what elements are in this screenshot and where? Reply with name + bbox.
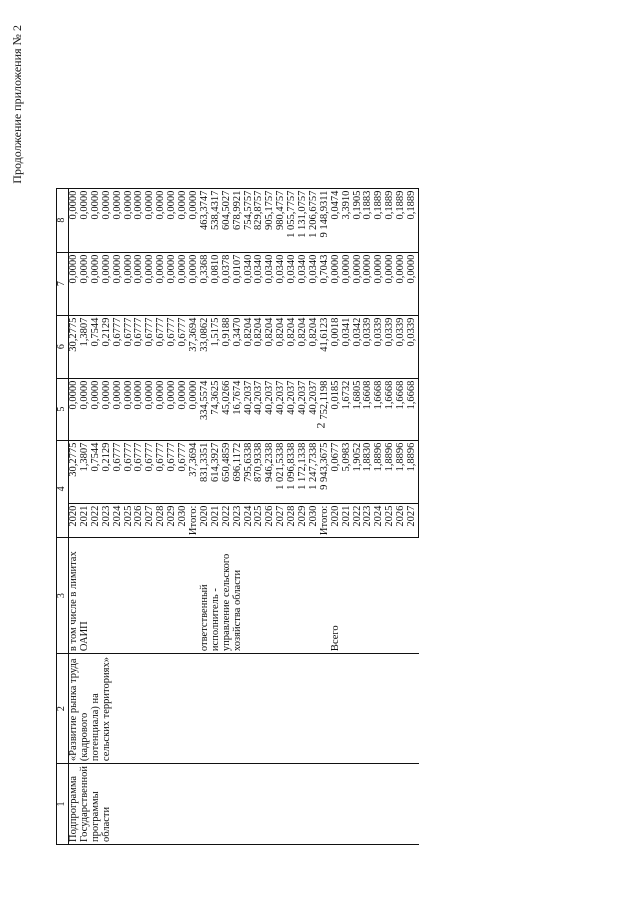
year-cell: 2026 <box>396 503 407 538</box>
year-cell: Итого: <box>320 503 331 538</box>
header-cell-7: 7 <box>57 252 69 315</box>
value-cell: 1 172,1338 <box>298 440 309 503</box>
header-cell-4: 4 <box>57 440 69 538</box>
value-cell: 0,0677 <box>331 440 342 503</box>
value-cell: 0,0339 <box>374 315 385 378</box>
value-cell: 0,0000 <box>407 252 418 315</box>
value-cell: 1,8896 <box>385 440 396 503</box>
value-cell: 0,0000 <box>80 378 91 440</box>
value-cell: 40,2037 <box>244 378 255 440</box>
value-cell: 0,0339 <box>396 315 407 378</box>
value-cell: 0,6777 <box>167 440 178 503</box>
value-cell: 1,6608 <box>363 378 374 440</box>
value-cell: 0,6777 <box>145 440 156 503</box>
year-cell: 2025 <box>124 503 135 538</box>
year-cell: 2023 <box>233 503 244 538</box>
value-cell: 0,0000 <box>189 188 200 252</box>
value-cell: 0,0000 <box>134 188 145 252</box>
value-cell: 0,0340 <box>265 252 276 315</box>
year-cell: 2022 <box>91 503 102 538</box>
value-cell: 0,0340 <box>298 252 309 315</box>
value-cell: 0,0000 <box>145 188 156 252</box>
value-cell: 0,8204 <box>244 315 255 378</box>
value-cell: 1,9052 <box>353 440 364 503</box>
value-cell: 0,0000 <box>342 252 353 315</box>
year-cell: 2029 <box>167 503 178 538</box>
value-cell: 1,8896 <box>396 440 407 503</box>
header-cell-8: 8 <box>57 188 69 252</box>
value-cell: 0,6777 <box>134 315 145 378</box>
header-cell-3: 3 <box>57 538 69 654</box>
value-cell: 0,1883 <box>363 188 374 252</box>
value-cell: 0,0000 <box>331 252 342 315</box>
value-cell: 0,0000 <box>91 252 102 315</box>
value-cell: 829,8757 <box>254 188 265 252</box>
value-cell: 40,2037 <box>287 378 298 440</box>
value-cell: 1 206,6757 <box>309 188 320 252</box>
value-cell: 0,8204 <box>276 315 287 378</box>
value-cell: 0,8204 <box>309 315 320 378</box>
value-cell: 0,0000 <box>167 252 178 315</box>
value-cell: 1,8896 <box>407 440 418 503</box>
value-cell: 334,5574 <box>200 378 211 440</box>
value-cell: 0,0340 <box>309 252 320 315</box>
header-cell-2: 2 <box>57 654 69 764</box>
value-cell: 0,0000 <box>124 188 135 252</box>
value-cell: 0,0000 <box>145 252 156 315</box>
value-cell: 0,0000 <box>396 252 407 315</box>
value-cell: 0,7544 <box>91 440 102 503</box>
value-cell: 696,1172 <box>233 440 244 503</box>
value-cell: 538,4317 <box>211 188 222 252</box>
value-cell: 905,1757 <box>265 188 276 252</box>
year-cell: 2030 <box>309 503 320 538</box>
value-cell: 16,7674 <box>233 378 244 440</box>
value-cell: 0,0340 <box>244 252 255 315</box>
value-cell: 0,0000 <box>102 378 113 440</box>
year-cell: 2028 <box>156 503 167 538</box>
value-cell: 0,0474 <box>331 188 342 252</box>
value-cell: 0,0342 <box>353 315 364 378</box>
value-cell: 1,5175 <box>211 315 222 378</box>
value-cell: 30,2775 <box>69 315 80 378</box>
value-cell: 946,2338 <box>265 440 276 503</box>
value-cell: 0,8204 <box>298 315 309 378</box>
value-cell: 604,5027 <box>222 188 233 252</box>
value-cell: 0,0000 <box>69 252 80 315</box>
value-cell: 0,0000 <box>189 378 200 440</box>
value-cell: 0,0000 <box>145 378 156 440</box>
value-cell: 0,3368 <box>200 252 211 315</box>
value-cell: 0,0378 <box>222 252 233 315</box>
year-cell: 2023 <box>102 503 113 538</box>
value-cell: 0,0339 <box>363 315 374 378</box>
value-cell: 0,7043 <box>320 252 331 315</box>
page-number: 2 <box>313 422 328 429</box>
value-cell: 1 055,7757 <box>287 188 298 252</box>
year-cell: 2024 <box>113 503 124 538</box>
value-cell: 37,3694 <box>189 315 200 378</box>
value-cell: 754,5757 <box>244 188 255 252</box>
value-cell: 0,0000 <box>156 252 167 315</box>
value-cell: 1,6668 <box>407 378 418 440</box>
year-cell: 2030 <box>178 503 189 538</box>
value-cell: 0,0000 <box>353 252 364 315</box>
value-cell: 1,6805 <box>353 378 364 440</box>
value-cell: 0,0340 <box>254 252 265 315</box>
value-cell: 5,0983 <box>342 440 353 503</box>
value-cell: 0,0000 <box>113 378 124 440</box>
value-cell: 650,4859 <box>222 440 233 503</box>
value-cell: 40,2037 <box>276 378 287 440</box>
value-cell: 1,8896 <box>374 440 385 503</box>
value-cell: 40,2037 <box>309 378 320 440</box>
year-cell: 2023 <box>363 503 374 538</box>
value-cell: 37,3694 <box>189 440 200 503</box>
value-cell: 0,0000 <box>156 188 167 252</box>
year-cell: 2026 <box>134 503 145 538</box>
value-cell: 0,0000 <box>124 378 135 440</box>
value-cell: 1,3807 <box>80 440 91 503</box>
value-cell: 0,6777 <box>145 315 156 378</box>
value-cell: 0,7544 <box>91 315 102 378</box>
value-cell: 0,0000 <box>178 252 189 315</box>
value-cell: 1,6668 <box>374 378 385 440</box>
value-cell: 0,6777 <box>124 315 135 378</box>
table-body <box>57 188 419 844</box>
value-cell: 0,0340 <box>287 252 298 315</box>
value-cell: 0,0000 <box>374 252 385 315</box>
value-cell: 74,3625 <box>211 378 222 440</box>
value-cell: 40,2037 <box>298 378 309 440</box>
value-cell: 9 148,9311 <box>320 188 331 252</box>
header-cell-6: 6 <box>57 315 69 378</box>
value-cell: 0,0018 <box>331 315 342 378</box>
value-cell: 1,6732 <box>342 378 353 440</box>
value-cell: 980,4757 <box>276 188 287 252</box>
value-cell: 0,0107 <box>233 252 244 315</box>
value-cell: 0,0185 <box>331 378 342 440</box>
value-cell: 1 021,5338 <box>276 440 287 503</box>
value-cell: 0,6777 <box>178 440 189 503</box>
year-cell: 2021 <box>342 503 353 538</box>
year-cell: 2024 <box>244 503 255 538</box>
year-cell: 2027 <box>145 503 156 538</box>
value-cell: 0,0000 <box>102 252 113 315</box>
value-cell: 870,9338 <box>254 440 265 503</box>
value-cell: 0,9188 <box>222 315 233 378</box>
value-cell: 0,0000 <box>189 252 200 315</box>
value-cell: 0,0000 <box>102 188 113 252</box>
value-cell: 1,6668 <box>385 378 396 440</box>
source-cell: Всего <box>331 538 419 654</box>
header-row <box>57 188 69 844</box>
year-cell: Итого: <box>189 503 200 538</box>
value-cell: 45,0266 <box>222 378 233 440</box>
source-cell: ответственный исполнитель - управление сельского хозяйства области <box>200 538 331 654</box>
value-cell: 1 096,8338 <box>287 440 298 503</box>
year-cell: 2024 <box>374 503 385 538</box>
value-cell: 1,6668 <box>396 378 407 440</box>
value-cell: 0,6777 <box>124 440 135 503</box>
value-cell: 0,2129 <box>102 315 113 378</box>
value-cell: 0,0340 <box>276 252 287 315</box>
value-cell: 0,0000 <box>363 252 374 315</box>
value-cell: 0,1889 <box>374 188 385 252</box>
value-cell: 0,6777 <box>167 315 178 378</box>
year-cell: 2020 <box>200 503 211 538</box>
value-cell: 0,3470 <box>233 315 244 378</box>
source-cell: в том числе в лимитах ОАИП <box>69 538 200 654</box>
value-cell: 0,1889 <box>385 188 396 252</box>
value-cell: 0,6777 <box>178 315 189 378</box>
value-cell: 0,0339 <box>407 315 418 378</box>
year-cell: 2022 <box>222 503 233 538</box>
value-cell: 0,0339 <box>385 315 396 378</box>
subprogram-cell: «Развитие рынка труда (кадрового потенциала) на сельских территориях» <box>69 654 419 764</box>
value-cell: 0,0000 <box>80 252 91 315</box>
value-cell: 678,9921 <box>233 188 244 252</box>
value-cell: 33,0862 <box>200 315 211 378</box>
value-cell: 0,8204 <box>287 315 298 378</box>
value-cell: 0,0000 <box>178 378 189 440</box>
year-cell: 2027 <box>407 503 418 538</box>
program-cell: Подпрограмма Государственной программы области <box>69 764 419 845</box>
year-cell: 2028 <box>287 503 298 538</box>
value-cell: 0,0000 <box>124 252 135 315</box>
header-cell-1: 1 <box>57 764 69 845</box>
value-cell: 3,3910 <box>342 188 353 252</box>
value-cell: 0,0000 <box>156 378 167 440</box>
value-cell: 0,0000 <box>91 378 102 440</box>
year-cell: 2027 <box>276 503 287 538</box>
value-cell: 752,1198 <box>320 378 331 440</box>
year-cell: 2025 <box>254 503 265 538</box>
value-cell: 1 247,7338 <box>309 440 320 503</box>
value-cell: 795,6338 <box>244 440 255 503</box>
value-cell: 1,8830 <box>363 440 374 503</box>
year-cell: 2029 <box>298 503 309 538</box>
value-cell: 0,0000 <box>113 188 124 252</box>
value-cell: 0,0000 <box>385 252 396 315</box>
value-cell: 0,0000 <box>69 378 80 440</box>
value-cell: 0,0000 <box>69 188 80 252</box>
caption: Продолжение приложения № 2 <box>10 25 24 184</box>
value-cell: 41,6123 <box>320 315 331 378</box>
budget-table <box>56 188 419 845</box>
value-cell: 0,0000 <box>113 252 124 315</box>
header-cell-5: 5 <box>57 378 69 440</box>
year-cell: 2021 <box>211 503 222 538</box>
value-cell: 30,2775 <box>69 440 80 503</box>
year-cell: 2020 <box>331 503 342 538</box>
value-cell: 0,1889 <box>407 188 418 252</box>
value-cell: 0,6777 <box>113 315 124 378</box>
value-cell: 0,0000 <box>134 378 145 440</box>
year-cell: 2025 <box>385 503 396 538</box>
value-cell: 0,6777 <box>156 440 167 503</box>
value-cell: 1,3807 <box>80 315 91 378</box>
value-cell: 0,0000 <box>134 252 145 315</box>
value-cell: 40,2037 <box>265 378 276 440</box>
value-cell: 0,6777 <box>134 440 145 503</box>
value-cell: 0,0000 <box>167 378 178 440</box>
value-cell: 0,6777 <box>113 440 124 503</box>
value-cell: 831,3351 <box>200 440 211 503</box>
year-cell: 2022 <box>353 503 364 538</box>
year-cell: 2020 <box>69 503 80 538</box>
value-cell: 0,6777 <box>156 315 167 378</box>
value-cell: 0,0000 <box>178 188 189 252</box>
value-cell: 0,2129 <box>102 440 113 503</box>
value-cell: 0,8204 <box>265 315 276 378</box>
value-cell: 9 943,3675 <box>320 440 331 503</box>
value-cell: 40,2037 <box>254 378 265 440</box>
year-cell: 2026 <box>265 503 276 538</box>
value-cell: 0,0810 <box>211 252 222 315</box>
value-cell: 0,8204 <box>254 315 265 378</box>
value-cell: 1 131,0757 <box>298 188 309 252</box>
value-cell: 0,1905 <box>353 188 364 252</box>
value-cell: 0,0341 <box>342 315 353 378</box>
value-cell: 614,3927 <box>211 440 222 503</box>
year-cell: 2021 <box>80 503 91 538</box>
value-cell: 0,0000 <box>80 188 91 252</box>
value-cell: 0,0000 <box>167 188 178 252</box>
value-cell: 0,1889 <box>396 188 407 252</box>
value-cell: 0,0000 <box>91 188 102 252</box>
value-cell: 463,3747 <box>200 188 211 252</box>
